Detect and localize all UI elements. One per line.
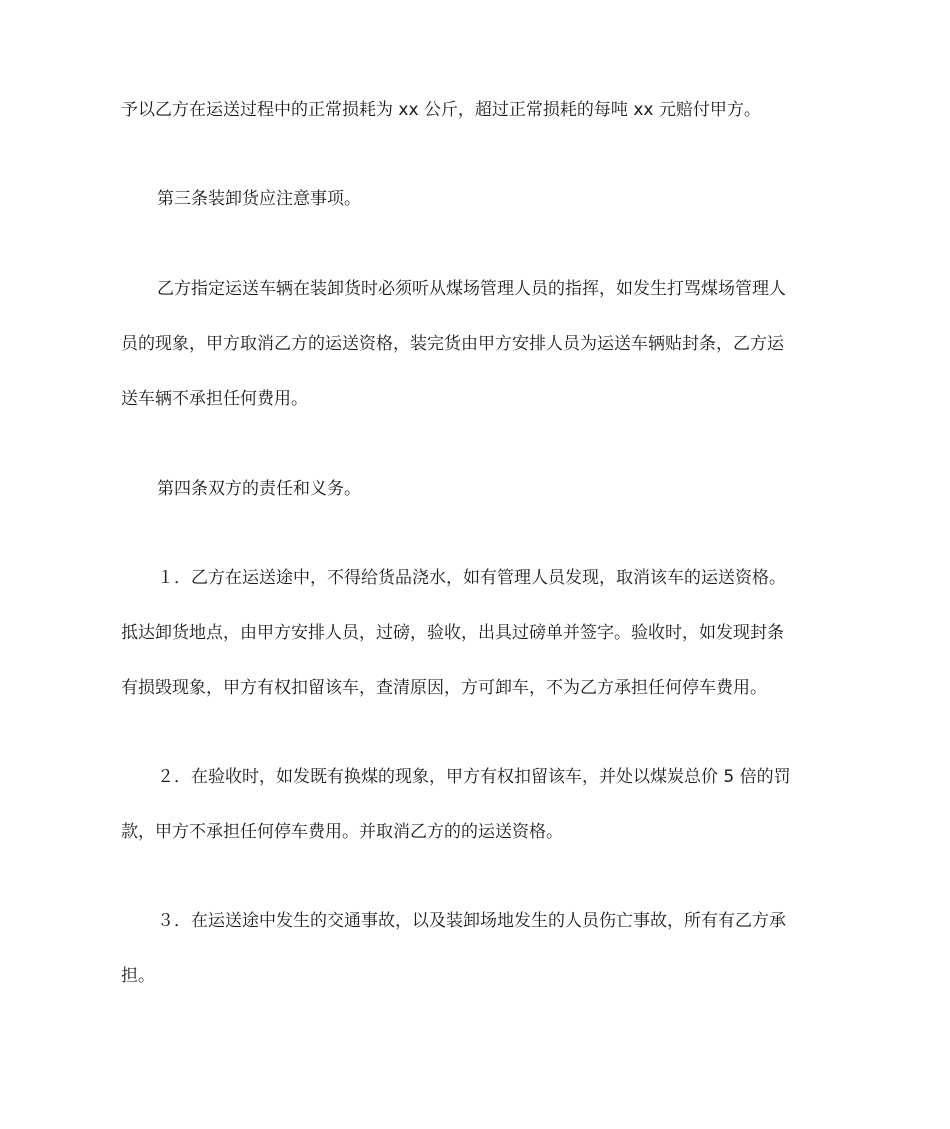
paragraph-line: 乙方指定运送车辆在装卸货时必须听从煤场管理人员的指挥，如发生打骂煤场管理人 bbox=[157, 279, 786, 299]
list-item-3-line: ３．在运送途中发生的交通事故，以及装卸场地发生的人员伤亡事故，所有有乙方承 bbox=[157, 911, 786, 931]
section-heading-article-3: 第三条装卸货应注意事项。 bbox=[157, 189, 361, 209]
paragraph-line: 送车辆不承担任何费用。 bbox=[121, 389, 308, 409]
paragraph-line: 予以乙方在运送过程中的正常损耗为 xx 公斤，超过正常损耗的每吨 xx 元赔付甲方。 bbox=[121, 100, 761, 120]
section-heading-article-4: 第四条双方的责任和义务。 bbox=[157, 479, 361, 499]
list-item-2-line: ２．在验收时，如发既有换煤的现象，甲方有权扣留该车，并处以煤炭总价 5 倍的罚 bbox=[157, 767, 791, 787]
list-item-2-line: 款，甲方不承担任何停车费用。并取消乙方的的运送资格。 bbox=[121, 822, 563, 842]
list-item-1-line: 抵达卸货地点，由甲方安排人员，过磅，验收，出具过磅单并签字。验收时，如发现封条 bbox=[121, 623, 784, 643]
paragraph-line: 员的现象，甲方取消乙方的运送资格，装完货由甲方安排人员为运送车辆贴封条，乙方运 bbox=[121, 334, 784, 354]
list-item-3-line: 担。 bbox=[121, 966, 155, 986]
list-item-1-line: １．乙方在运送途中，不得给货品浇水，如有管理人员发现，取消该车的运送资格。 bbox=[157, 568, 786, 588]
list-item-1-line: 有损毁现象，甲方有权扣留该车，查清原因，方可卸车，不为乙方承担任何停车费用。 bbox=[121, 678, 767, 698]
